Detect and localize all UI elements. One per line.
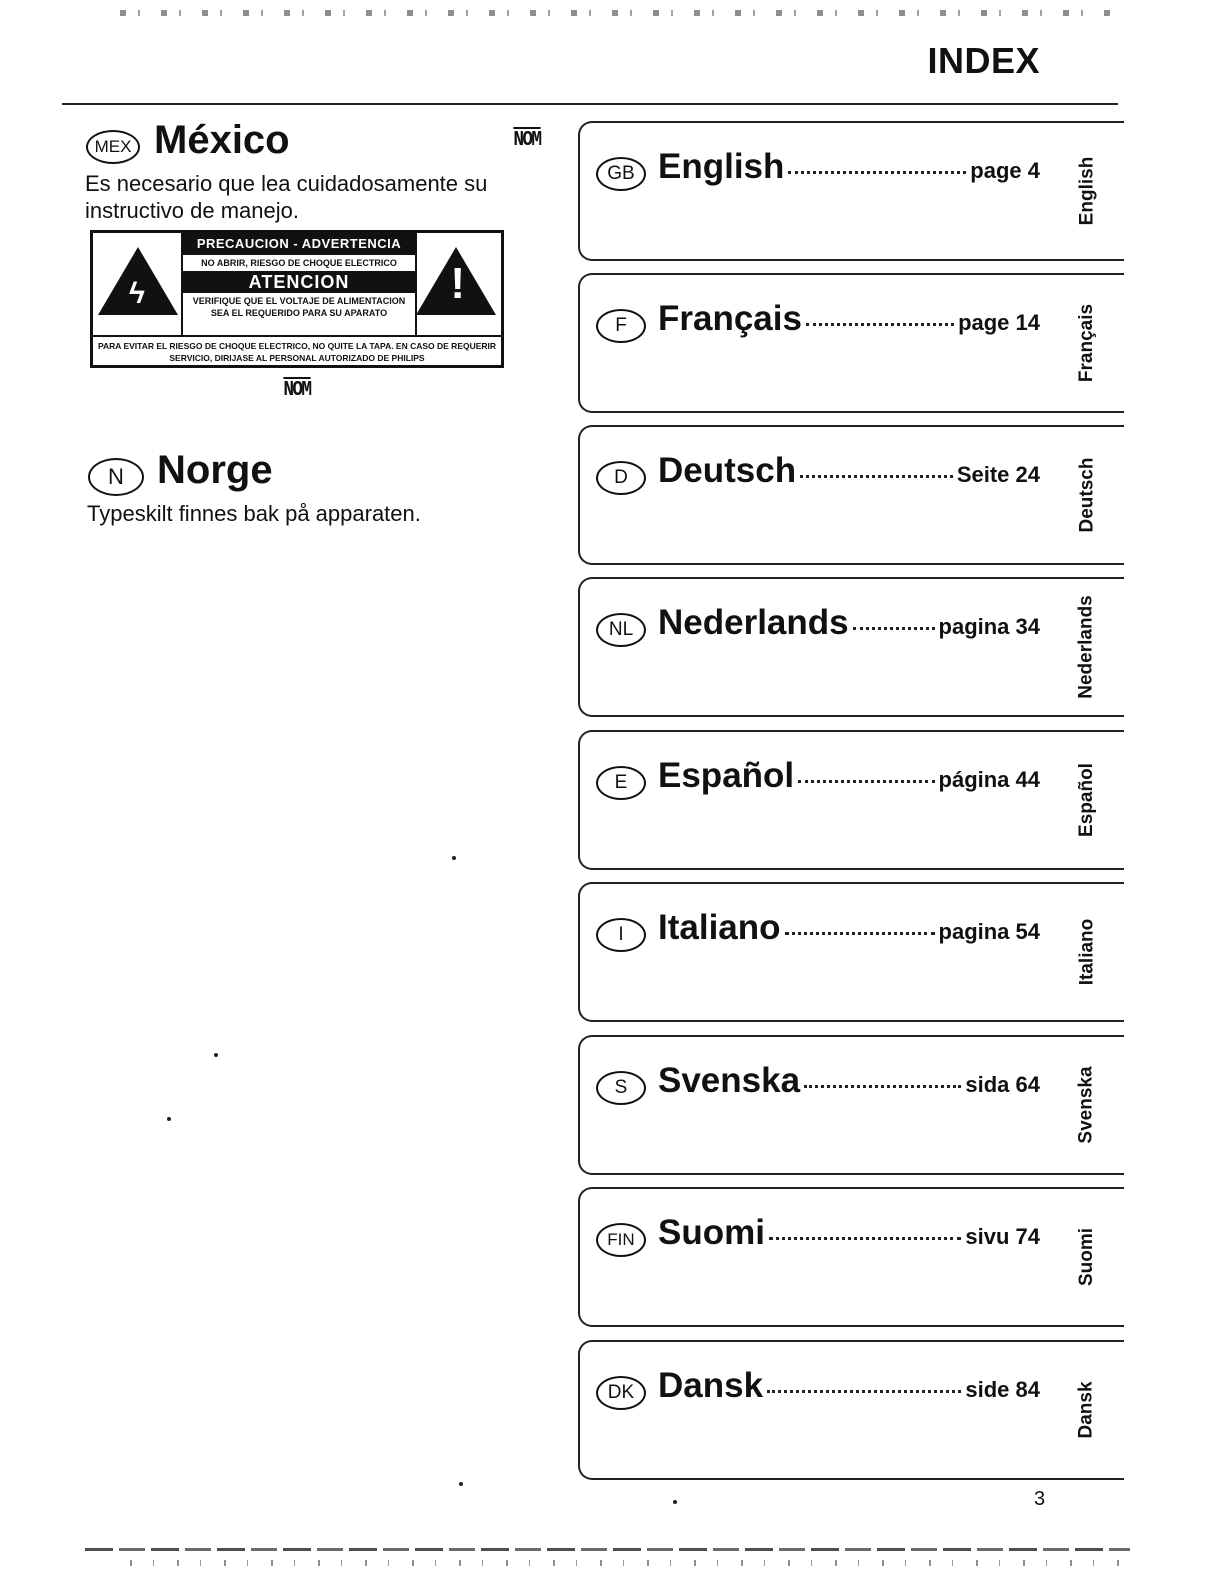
- tab-side-label: Français: [1076, 303, 1097, 383]
- scan-speck: [214, 1053, 218, 1057]
- leader-dots: [769, 1237, 961, 1240]
- toc-entry: [658, 1213, 1040, 1253]
- leader-dots: [767, 1390, 961, 1393]
- scan-speck: [452, 856, 456, 860]
- page-title: INDEX: [927, 40, 1040, 81]
- country-code-badge-mex: MEX: [86, 130, 140, 164]
- toc-entry: [658, 299, 1040, 339]
- nom-certification-mark: NOM: [283, 379, 311, 402]
- language-code-badge: E: [596, 766, 646, 800]
- language-name: English: [658, 147, 785, 186]
- page-reference: sivu 74: [965, 1224, 1040, 1249]
- warning-label: ϟ PRECAUCION - ADVERTENCIA NO ABRIR, RIESGO DE CHOQUE ELECTRICO ATENCION VERIFIQUE QUE EL VOLTAJE DE ALIMENTACION SEA EL REQUERIDO PARA SU APARATO ! PARA EVITAR EL RIESGO DE CHOQUE ELECTRICO, NO QUITE LA TAPA. EN CASO DE REQUERIR SERVICIO, DIRIJASE AL PERSONAL AUTORIZADO DE PHILIPS: [90, 230, 504, 368]
- language-name: Español: [658, 756, 795, 795]
- toc-entry: [658, 1366, 1040, 1406]
- norge-description: Typeskilt finnes bak på apparaten.: [87, 501, 421, 526]
- language-name: Nederlands: [658, 603, 849, 642]
- toc-entry: [658, 603, 1040, 643]
- section-title-norge: Norge: [157, 448, 273, 492]
- page-number: 3: [1034, 1488, 1046, 1510]
- page-reference: page 4: [970, 158, 1040, 183]
- tab-side-label: Nederlands: [1076, 595, 1098, 699]
- language-tab-nederlands[interactable]: [578, 577, 1124, 717]
- language-code-badge: I: [596, 918, 646, 952]
- language-code-badge: FIN: [596, 1223, 646, 1257]
- language-code-badge: S: [596, 1071, 646, 1105]
- page-reference: pagina 54: [938, 919, 1040, 944]
- warning-line-2: VERIFIQUE QUE EL VOLTAJE DE ALIMENTACION SEA EL REQUERIDO PARA SU APARATO: [192, 296, 406, 318]
- tab-side-label: Svenska: [1076, 1066, 1097, 1144]
- toc-entry: [658, 756, 1040, 796]
- page-reference: sida 64: [965, 1072, 1040, 1097]
- language-tab-suomi[interactable]: [578, 1187, 1124, 1327]
- language-code-badge: F: [596, 309, 646, 343]
- scan-speck: [673, 1500, 677, 1504]
- leader-dots: [853, 627, 935, 630]
- language-name: Svenska: [658, 1061, 801, 1100]
- language-tab-dansk[interactable]: [578, 1340, 1124, 1480]
- toc-entry: [658, 908, 1040, 948]
- leader-dots: [785, 932, 935, 935]
- scan-speck: [167, 1117, 171, 1121]
- language-code-badge: D: [596, 461, 646, 495]
- language-tab-espanol[interactable]: [578, 730, 1124, 870]
- language-name: Deutsch: [658, 451, 797, 490]
- scan-noise-top: [120, 10, 1120, 16]
- section-title-mexico: México: [154, 118, 290, 162]
- language-name: Suomi: [658, 1213, 765, 1252]
- language-name: Dansk: [658, 1366, 764, 1405]
- warning-center-panel: [181, 233, 417, 335]
- scan-speck: [459, 1482, 463, 1486]
- nom-certification-mark: NOM: [513, 129, 541, 152]
- page-reference: pagina 34: [938, 614, 1040, 639]
- language-code-badge: NL: [596, 613, 646, 647]
- mexico-description: Es necesario que lea cuidadosamente su instructivo de manejo.: [85, 171, 488, 223]
- toc-entry: [658, 451, 1040, 491]
- country-code-badge-n: N: [88, 458, 144, 496]
- tab-side-label: Italiano: [1076, 918, 1098, 986]
- page-reference: página 44: [938, 767, 1040, 792]
- scan-noise-bottom: [130, 1560, 1120, 1566]
- toc-entry: [658, 1061, 1040, 1101]
- warning-footer: PARA EVITAR EL RIESGO DE CHOQUE ELECTRICO, NO QUITE LA TAPA. EN CASO DE REQUERIR SERVICIO, DIRIJASE AL PERSONAL AUTORIZADO DE PHILIPS: [93, 335, 501, 364]
- language-name: Italiano: [658, 908, 781, 947]
- language-tab-italiano[interactable]: [578, 882, 1124, 1022]
- language-tab-english[interactable]: [578, 121, 1124, 261]
- leader-dots: [806, 323, 954, 326]
- language-tab-francais[interactable]: [578, 273, 1124, 413]
- page-reference: side 84: [965, 1377, 1040, 1402]
- header-rule: [62, 103, 1118, 105]
- tab-side-label: Deutsch: [1076, 457, 1097, 533]
- language-name: Français: [658, 299, 802, 338]
- tab-side-label: English: [1076, 156, 1097, 226]
- tab-side-label: Español: [1076, 763, 1097, 837]
- language-tab-deutsch[interactable]: [578, 425, 1124, 565]
- scan-noise-bottom: [85, 1548, 1130, 1551]
- tab-side-label: Suomi: [1076, 1227, 1097, 1287]
- leader-dots: [798, 780, 934, 783]
- warning-line-1: NO ABRIR, RIESGO DE CHOQUE ELECTRICO: [201, 258, 397, 268]
- language-code-badge: GB: [596, 157, 646, 191]
- language-tab-svenska[interactable]: [578, 1035, 1124, 1175]
- page-reference: page 14: [958, 310, 1040, 335]
- toc-entry: [658, 147, 1040, 187]
- leader-dots: [804, 1085, 961, 1088]
- leader-dots: [788, 171, 966, 174]
- tab-side-label: Dansk: [1076, 1381, 1097, 1439]
- page-reference: Seite 24: [956, 462, 1040, 487]
- leader-dots: [800, 475, 953, 478]
- warning-header: PRECAUCION - ADVERTENCIA: [183, 233, 415, 255]
- warning-atencion: ATENCION: [183, 271, 415, 293]
- language-code-badge: DK: [596, 1376, 646, 1410]
